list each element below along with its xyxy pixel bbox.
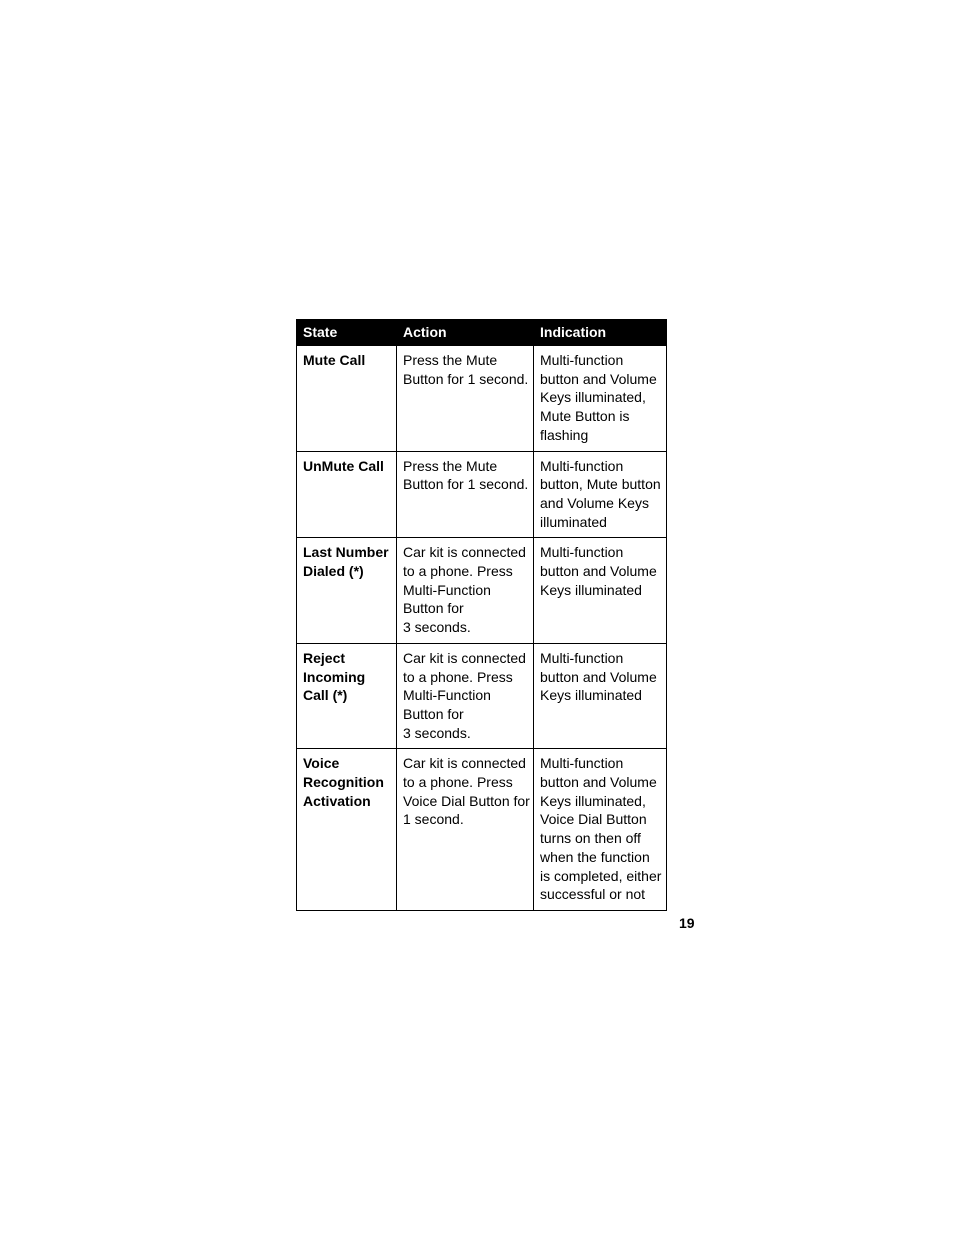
indication-cell (534, 749, 667, 911)
indication-cell (534, 451, 667, 538)
state-line: Voice (303, 755, 340, 772)
indication-line: Keys illuminated (540, 581, 642, 598)
table-body (297, 346, 667, 911)
indication-line: Multi-function (540, 457, 624, 474)
action-line: Car kit is connected (403, 544, 526, 561)
indication-line: button and Volume (540, 563, 657, 580)
indication-line: Keys illuminated, (540, 792, 646, 809)
page-number: 19 (679, 915, 695, 931)
indication-cell (534, 346, 667, 452)
action-line: Button for 1 second. (403, 370, 529, 387)
indication-line: button, Mute button (540, 476, 661, 493)
indication-line: button and Volume (540, 370, 657, 387)
indication-line: button and Volume (540, 668, 657, 685)
action-cell (397, 643, 534, 749)
action-line: Multi-Function (403, 687, 491, 704)
indication-line: successful or not (540, 886, 646, 903)
state-cell (297, 538, 397, 644)
action-line: 1 second. (403, 811, 464, 828)
table-row (297, 538, 667, 644)
action-line: Press the Mute (403, 457, 498, 474)
action-line: Car kit is connected (403, 755, 526, 772)
state-line: UnMute Call (303, 457, 384, 474)
table-header-row (297, 320, 667, 346)
table-row (297, 346, 667, 452)
action-cell (397, 749, 534, 911)
indication-line: Voice Dial Button (540, 811, 647, 828)
state-line: Dialed (*) (303, 563, 364, 580)
state-line: Call (*) (303, 687, 348, 704)
state-cell (297, 749, 397, 911)
indication-line: Keys illuminated, (540, 389, 646, 406)
indication-line: and Volume Keys (540, 494, 649, 511)
header-action: Action (397, 320, 534, 346)
action-line: Button for (403, 705, 464, 722)
indication-line: Multi-function (540, 755, 624, 772)
state-cell (297, 643, 397, 749)
action-line: 3 seconds. (403, 619, 471, 636)
indication-line: Mute Button is (540, 408, 630, 425)
indication-line: is completed, either (540, 867, 662, 884)
action-cell (397, 346, 534, 452)
indication-line: flashing (540, 426, 589, 443)
indication-line: button and Volume (540, 774, 657, 791)
feature-table (296, 319, 667, 911)
table-row (297, 749, 667, 911)
action-line: to a phone. Press (403, 774, 513, 791)
indication-line: Multi-function (540, 544, 624, 561)
indication-cell (534, 643, 667, 749)
indication-line: when the function (540, 848, 650, 865)
state-line: Reject (303, 649, 346, 666)
state-cell (297, 346, 397, 452)
header-indication: Indication (534, 320, 667, 346)
action-cell (397, 538, 534, 644)
action-line: Voice Dial Button for (403, 792, 530, 809)
table-header (297, 320, 667, 346)
action-line: to a phone. Press (403, 668, 513, 685)
state-line: Recognition (303, 774, 384, 791)
header-state: State (297, 320, 397, 346)
action-line: Multi-Function (403, 581, 491, 598)
action-line: to a phone. Press (403, 563, 513, 580)
state-cell (297, 451, 397, 538)
indication-cell (534, 538, 667, 644)
action-line: 3 seconds. (403, 724, 471, 741)
indication-line: turns on then off (540, 830, 641, 847)
action-cell (397, 451, 534, 538)
action-line: Car kit is connected (403, 649, 526, 666)
indication-line: Multi-function (540, 352, 624, 368)
state-line: Last Number (303, 544, 389, 561)
state-line: Activation (303, 792, 371, 809)
indication-line: Multi-function (540, 649, 624, 666)
indication-line: Keys illuminated (540, 687, 642, 704)
action-line: Button for 1 second. (403, 476, 529, 493)
action-line: Press the Mute (403, 352, 498, 368)
state-line: Mute Call (303, 352, 366, 368)
table-row (297, 643, 667, 749)
table-row (297, 451, 667, 538)
indication-line: illuminated (540, 513, 607, 530)
action-line: Button for (403, 600, 464, 617)
state-line: Incoming (303, 668, 366, 685)
